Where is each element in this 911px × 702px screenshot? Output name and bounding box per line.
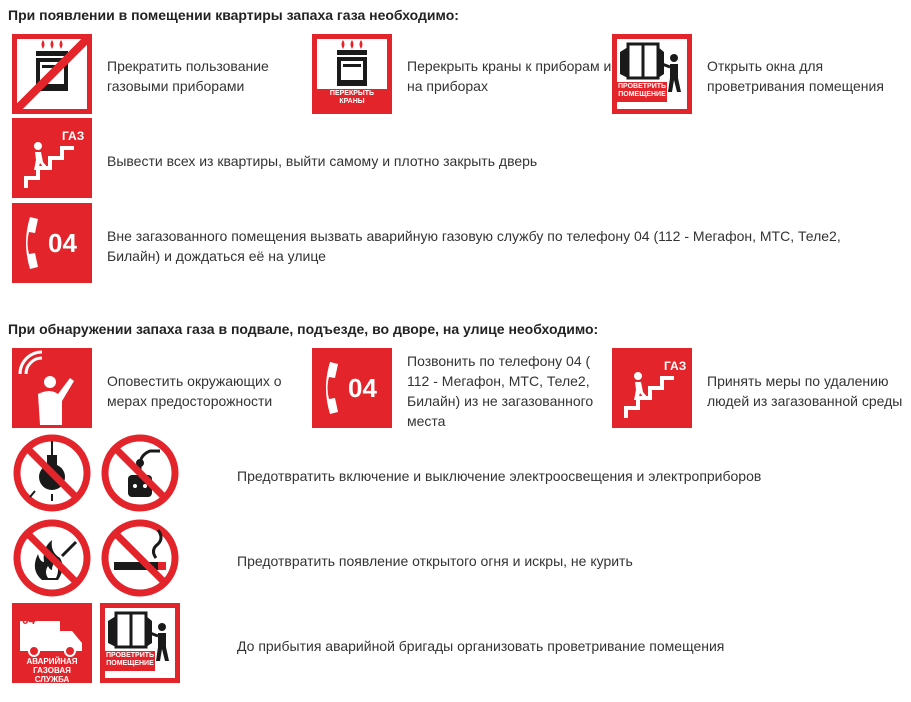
gas-label: ГАЗ (664, 359, 687, 373)
section1-item4-text: Вывести всех из квартиры, выйти самому и плотно закрыть дверь (107, 153, 538, 169)
emergency-label-line1: АВАРИЙНАЯ (26, 657, 78, 666)
emergency-label-line2: ГАЗОВАЯ (33, 666, 71, 675)
warn-people-icon (12, 348, 92, 428)
ventilate-label: ПРОВЕТРИТЬ ПОМЕЩЕНИЕ (617, 83, 667, 98)
section1-item5-text: Вне загазованного помещения вызвать аварийную газовую службу по телефону 04 (112 - Мегафон, МТС, Теле2, Билайн) и дождаться её на улице (107, 228, 841, 264)
ventilate-room-icon (612, 34, 692, 114)
emergency-service-label (12, 657, 92, 684)
close-valves-label: ПЕРЕКРЫТЬ КРАНЫ (329, 90, 375, 105)
emergency-04-label: 04 (22, 613, 36, 627)
no-open-fire-icon (12, 518, 92, 598)
ventilate-label: ПРОВЕТРИТЬ ПОМЕЩЕНИЕ (105, 652, 155, 667)
section2-item1-text: Оповестить окружающих о мерах предосторожности (107, 373, 282, 409)
phone-04-label: 04 (48, 228, 77, 258)
no-electric-plug-icon (100, 433, 180, 513)
section2-item3-text: Принять меры по удалению людей из загазованной среды (707, 373, 903, 409)
section2-item4-text: Предотвратить включение и выключение электроосвещения и электроприборов (237, 468, 762, 484)
no-smoking-icon (100, 518, 180, 598)
gas-label: ГАЗ (62, 129, 85, 143)
section1-item3-text: Открыть окна для проветривания помещения (707, 58, 884, 94)
no-light-bulb-icon (12, 433, 92, 513)
section2-item5-text: Предотвратить появление открытого огня и искры, не курить (237, 553, 633, 569)
section2-item2-text: Позвонить по телефону 04 ( 112 - Мегафон, МТС, Теле2, Билайн) из не загазованного места (407, 353, 594, 429)
section1-item2-text: Перекрыть краны к приборам и на приборах (407, 58, 612, 94)
emergency-label-line3: СЛУЖБА (34, 675, 70, 684)
crossed-gas-stove-icon (12, 34, 92, 114)
section2-title: При обнаружении запаха газа в подвале, подъезде, во дворе, на улице необходимо: (8, 321, 599, 337)
section2-item6-text: До прибытия аварийной бригады организовать проветривание помещения (237, 638, 725, 654)
section1-item1-text: Прекратить пользование газовыми приборами (107, 58, 269, 94)
section1-title: При появлении в помещении квартиры запаха газа необходимо: (8, 7, 459, 23)
ventilate-room-icon (100, 603, 180, 683)
phone-04-label: 04 (348, 373, 377, 403)
